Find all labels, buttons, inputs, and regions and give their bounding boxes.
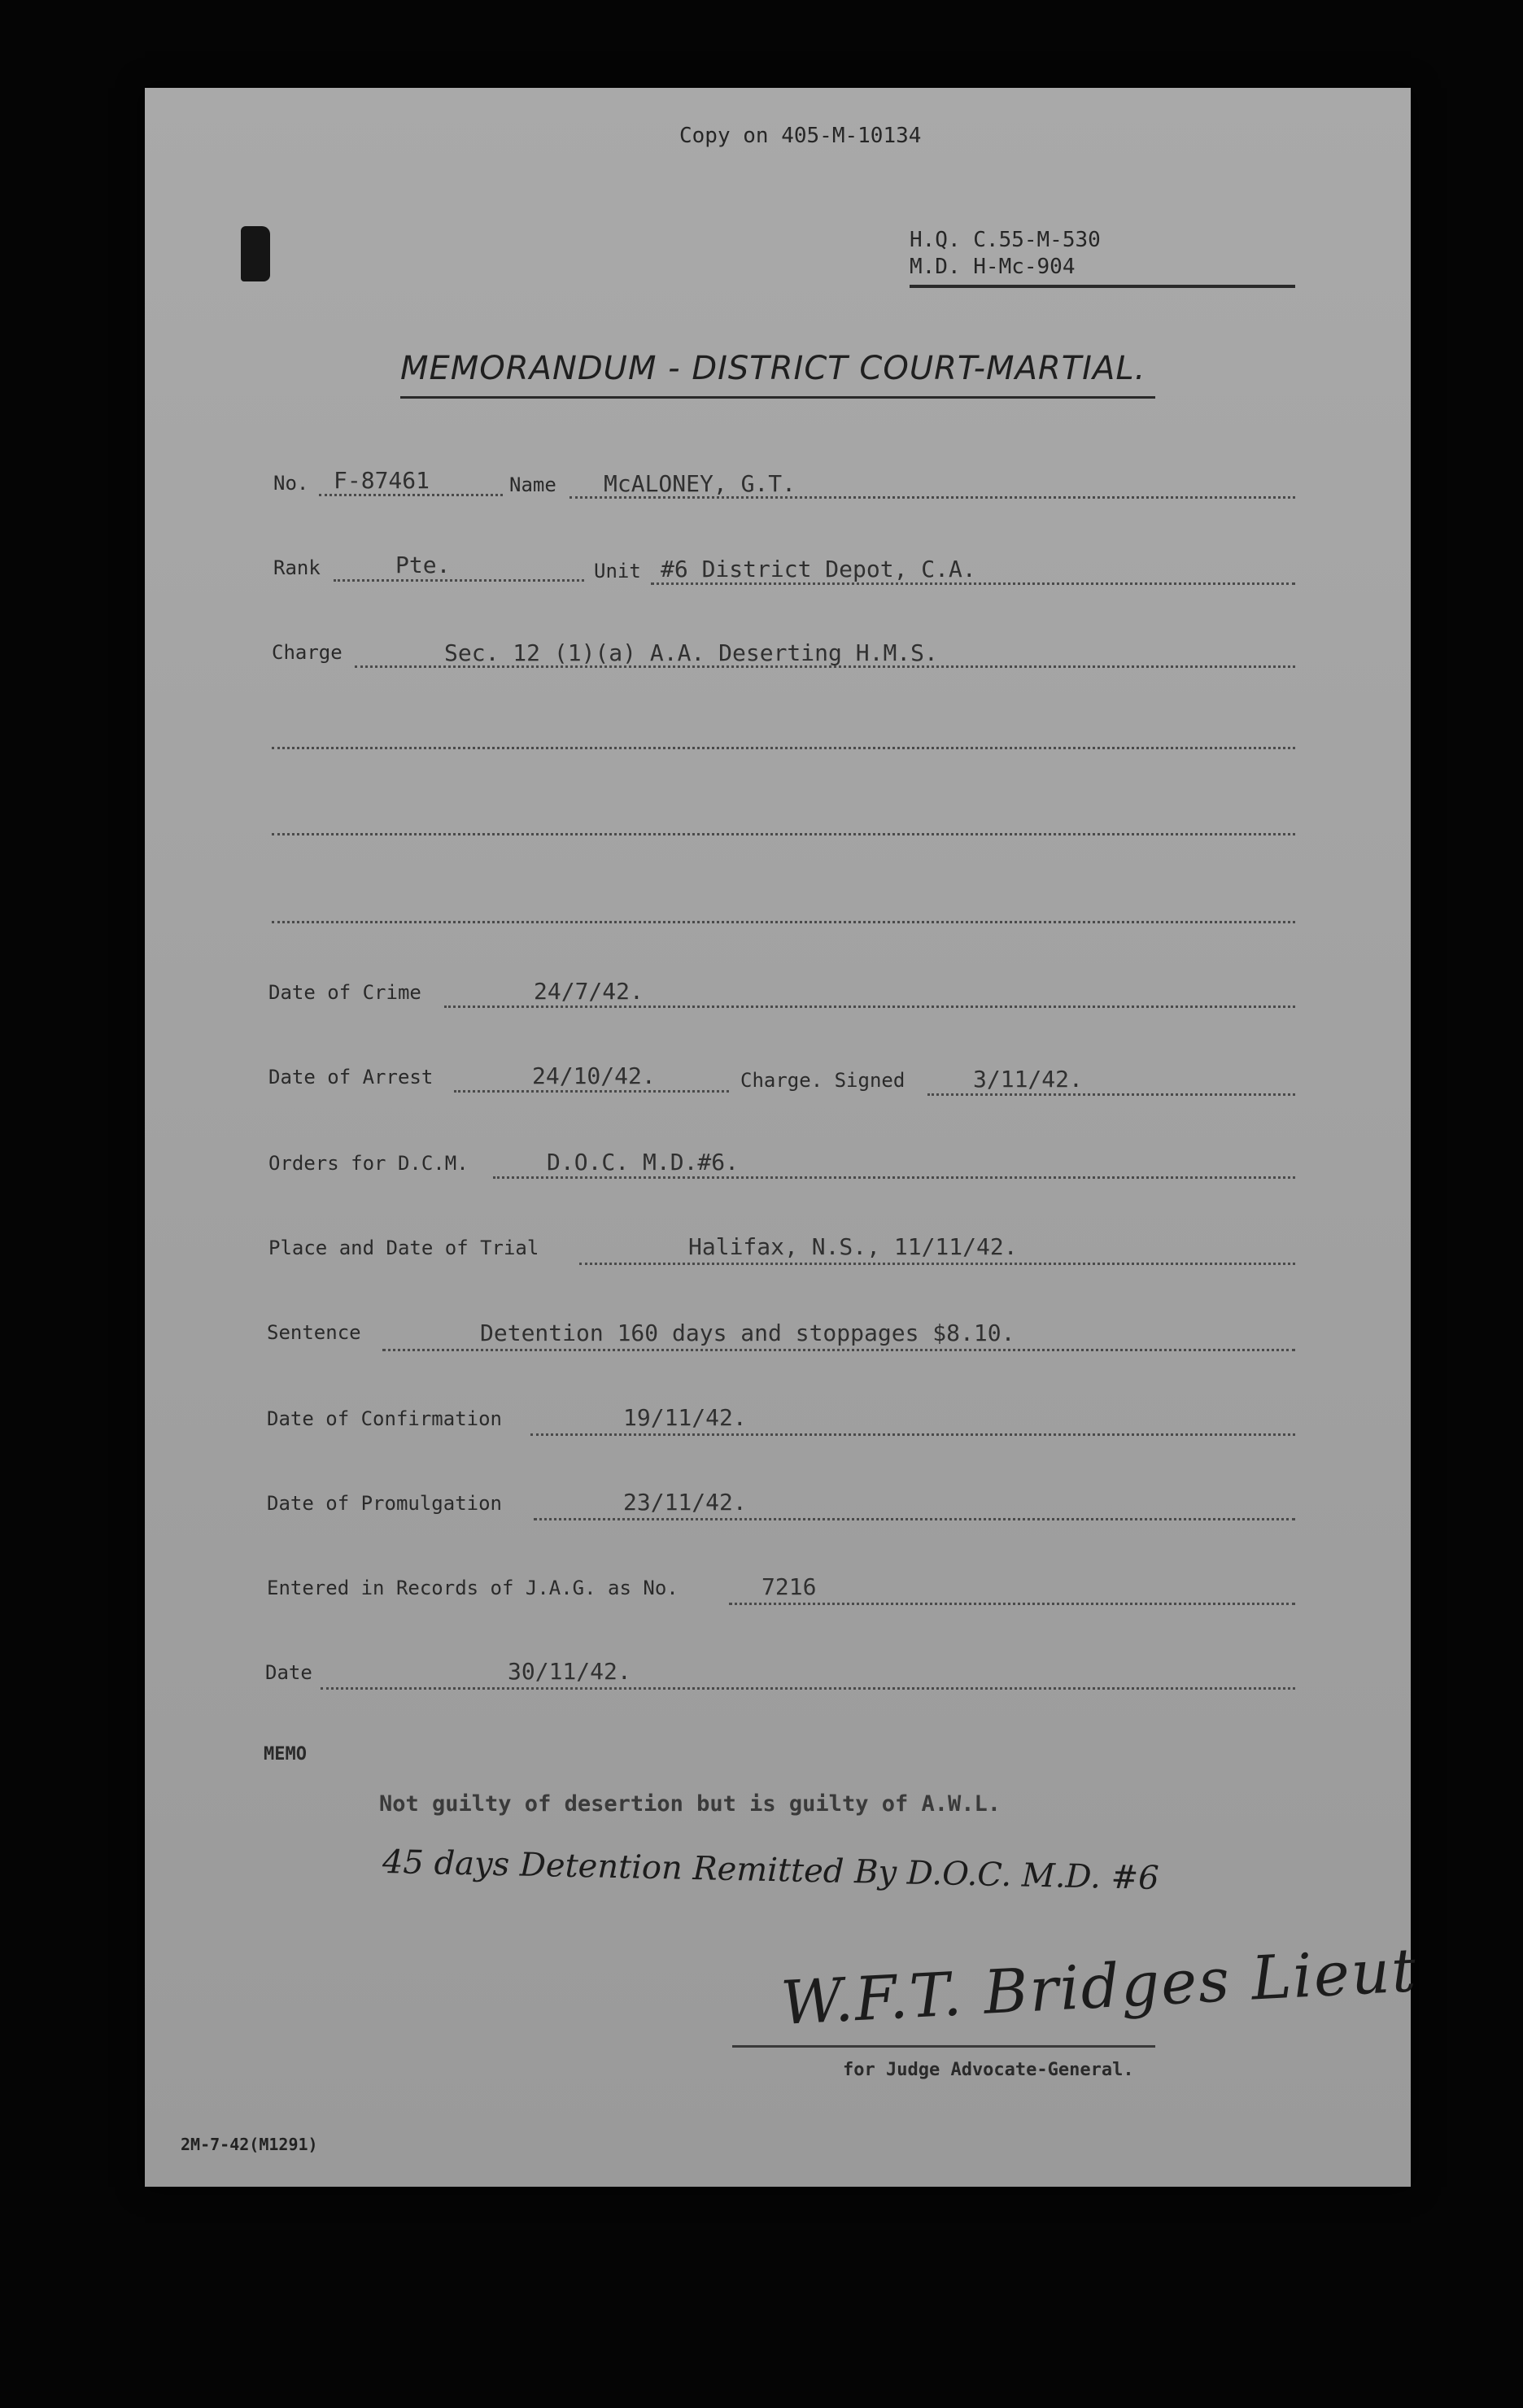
name-label: Name [509, 473, 556, 496]
unit-dotted-line [651, 582, 1295, 585]
charge-dotted-line-2 [272, 747, 1295, 749]
md-reference: M.D. H-Mc-904 [910, 255, 1076, 279]
charge-signed-value: 3/11/42. [973, 1066, 1083, 1093]
orders-value: D.O.C. M.D.#6. [547, 1149, 740, 1176]
reference-underline [910, 285, 1295, 288]
no-label: No. [273, 472, 309, 495]
no-dotted-line [319, 494, 503, 496]
place-date-trial-dotted-line [579, 1263, 1295, 1265]
rank-label: Rank [273, 556, 321, 579]
jag-records-dotted-line [729, 1603, 1295, 1605]
soldier-name: McALONEY, G.T. [604, 470, 796, 497]
confirmation-label: Date of Confirmation [267, 1407, 502, 1430]
hq-reference: H.Q. C.55-M-530 [910, 228, 1101, 252]
title-underline [400, 396, 1155, 399]
charge-value: Sec. 12 (1)(a) A.A. Deserting H.M.S. [444, 639, 938, 666]
date-dotted-line [321, 1687, 1295, 1690]
rank-dotted-line [334, 579, 584, 582]
sentence-label: Sentence [267, 1321, 361, 1344]
memo-label: MEMO [264, 1744, 307, 1765]
promulgation-dotted-line [534, 1518, 1295, 1520]
date-value: 30/11/42. [508, 1658, 631, 1685]
unit-value: #6 District Depot, C.A. [661, 556, 976, 582]
date-label: Date [265, 1661, 312, 1684]
promulgation-label: Date of Promulgation [267, 1492, 502, 1515]
date-of-crime-label: Date of Crime [268, 981, 421, 1004]
place-date-trial-label: Place and Date of Trial [268, 1237, 539, 1259]
date-of-arrest-dotted-line [454, 1090, 729, 1093]
page-title: MEMORANDUM - DISTRICT COURT-MARTIAL. [400, 350, 1146, 387]
copy-reference: Copy on 405-M-10134 [679, 124, 922, 148]
charge-dotted-line-3 [272, 833, 1295, 835]
date-of-crime-value: 24/7/42. [534, 978, 644, 1005]
confirmation-dotted-line [530, 1433, 1295, 1436]
date-of-arrest-value: 24/10/42. [532, 1062, 656, 1089]
charge-label: Charge [272, 641, 343, 664]
date-of-arrest-label: Date of Arrest [268, 1066, 434, 1088]
memo-handwritten-note: 45 days Detention Remitted By D.O.C. M.D. #6 [382, 1843, 1160, 1897]
rank-value: Pte. [395, 552, 451, 578]
sentence-value: Detention 160 days and stoppages $8.10. [480, 1320, 1015, 1346]
charge-dotted-line-4 [272, 921, 1295, 923]
confirmation-value: 19/11/42. [623, 1404, 747, 1431]
ink-blot [241, 226, 270, 281]
sentence-dotted-line [382, 1349, 1295, 1351]
signature-line [732, 2045, 1155, 2048]
signature-caption: for Judge Advocate-General. [843, 2060, 1134, 2080]
promulgation-value: 23/11/42. [623, 1489, 747, 1516]
signature: W.F.T. Bridges Lieut [779, 1935, 1420, 2039]
place-date-trial-value: Halifax, N.S., 11/11/42. [688, 1233, 1018, 1260]
unit-label: Unit [594, 560, 641, 582]
memo-typed-text: Not guilty of desertion but is guilty of A.W.L. [379, 1791, 1002, 1817]
date-of-crime-dotted-line [444, 1006, 1295, 1008]
service-number: F-87461 [334, 467, 430, 494]
jag-records-label: Entered in Records of J.A.G. as No. [267, 1577, 679, 1599]
charge-signed-label: Charge. Signed [740, 1069, 906, 1092]
orders-dotted-line [493, 1176, 1295, 1179]
form-code: 2M-7-42(M1291) [181, 2135, 318, 2154]
jag-records-value: 7216 [762, 1573, 817, 1600]
charge-signed-dotted-line [927, 1093, 1295, 1096]
orders-label: Orders for D.C.M. [268, 1152, 469, 1175]
